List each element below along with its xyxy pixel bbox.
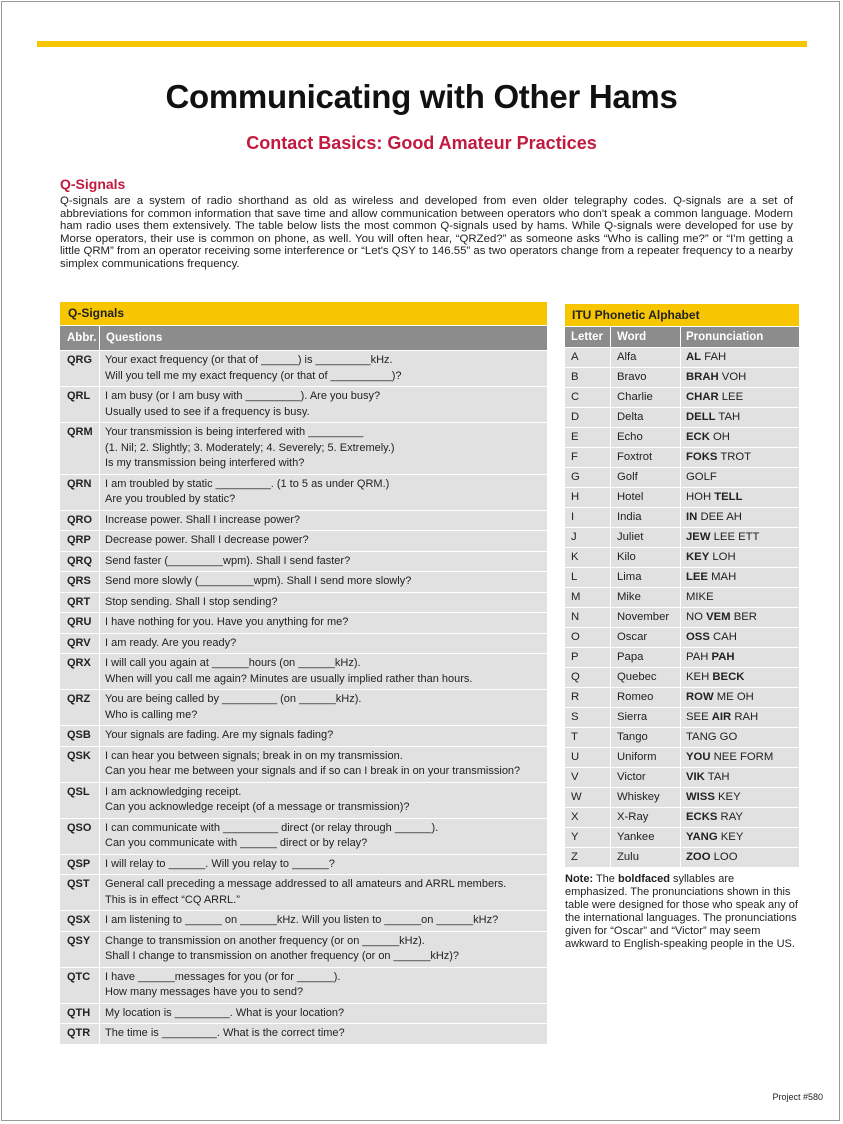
itu-letter: R [571, 691, 580, 703]
q-abbr: QRQ [67, 554, 93, 567]
q-meaning: Your exact frequency (or that of ______) is _________kHz. Will you tell me my exact frequency (or that of __________)? [99, 351, 547, 386]
itu-pronunciation [680, 528, 799, 547]
itu-pronunciation [680, 388, 799, 407]
q-meaning: I am listening to ______ on ______kHz. Will you listen to ______on ______kHz? [99, 911, 547, 931]
pron-stressed: CHAR [686, 391, 719, 403]
note-pre: The [593, 873, 618, 885]
q-meaning: Send faster (_________wpm). Shall I send faster? [99, 552, 547, 572]
itu-word: Juliet [610, 528, 680, 547]
table-row [565, 407, 799, 427]
table-row [60, 967, 547, 1003]
table-row [565, 647, 799, 667]
itu-word: Victor [610, 768, 680, 787]
pron-rest: LEE [718, 391, 744, 403]
pron-stressed: WISS [686, 791, 715, 803]
itu-letter: H [571, 491, 580, 503]
q-abbr: QRX [67, 657, 91, 669]
itu-word: Tango [610, 728, 680, 747]
itu-letter: V [571, 771, 579, 783]
table-row [60, 510, 547, 531]
itu-letter: E [571, 431, 579, 443]
q-abbr: QRN [67, 477, 92, 490]
itu-header-word: Word [610, 327, 680, 347]
pron-stressed: LEE [686, 571, 708, 583]
q-abbr: QRO [67, 513, 93, 526]
pron-stressed: VIK [686, 771, 705, 783]
pron-rest: MIKE [686, 591, 714, 603]
pron-rest: RAY [717, 811, 743, 823]
pron-rest: KEY [714, 791, 741, 803]
q-abbr: QTH [67, 1006, 91, 1019]
q-abbr: QTR [67, 1027, 91, 1039]
itu-word: Golf [610, 468, 680, 487]
table-row [565, 767, 799, 787]
pron-stressed: BRAH [686, 371, 719, 383]
pron-rest: VOH [718, 371, 747, 383]
table-row [60, 746, 547, 782]
pron-rest: PAH [686, 651, 712, 663]
itu-word: Hotel [610, 488, 680, 507]
itu-letter: Q [571, 671, 580, 683]
pron-pre: SEE [686, 711, 712, 723]
itu-word: Quebec [610, 668, 680, 687]
q-meaning: Your transmission is being interfered with _________ (1. Nil; 2. Slightly; 3. Moderately; 4. Severely; 5. Extremely.) Is my transmission being interfered with? [99, 423, 547, 474]
table-row [60, 818, 547, 854]
itu-letter: G [571, 471, 580, 483]
q-header-questions: Questions [99, 326, 547, 350]
q-meaning: Your signals are fading. Are my signals fading? [99, 726, 547, 746]
pron-rest: OH [709, 431, 730, 443]
pron-stressed: AL [686, 351, 702, 363]
q-meaning: I am troubled by static _________. (1 to 5 as under QRM.) Are you troubled by static? [99, 475, 547, 510]
pron-stressed: VEM [706, 611, 731, 623]
itu-word: Echo [610, 428, 680, 447]
table-row [60, 1003, 547, 1024]
q-meaning: My location is _________. What is your location? [99, 1004, 547, 1024]
table-row [565, 347, 799, 367]
pron-stressed: AIR [711, 711, 732, 723]
pron-rest: LEE ETT [710, 531, 760, 543]
table-row [565, 427, 799, 447]
q-abbr: QSL [67, 785, 90, 798]
table-row [60, 571, 547, 592]
table-row [60, 854, 547, 875]
itu-pronunciation [680, 808, 799, 827]
q-signals-table [60, 302, 547, 1044]
itu-pronunciation [680, 688, 799, 707]
itu-letter: T [571, 731, 578, 743]
itu-word: India [610, 508, 680, 527]
itu-pronunciation [680, 408, 799, 427]
itu-word: Papa [610, 648, 680, 667]
itu-word: Oscar [610, 628, 680, 647]
itu-word: Kilo [610, 548, 680, 567]
q-abbr: QST [67, 878, 90, 890]
q-meaning: You are being called by _________ (on ______kHz). Who is calling me? [99, 690, 547, 725]
pron-rest: DEE AH [697, 511, 742, 523]
itu-pronunciation [680, 348, 799, 367]
table-row [565, 787, 799, 807]
itu-word: Charlie [610, 388, 680, 407]
table-row [565, 367, 799, 387]
itu-pronunciation [680, 468, 799, 487]
table-row [60, 874, 547, 910]
q-abbr: QRS [67, 575, 91, 587]
table-row [565, 587, 799, 607]
q-header-abbr: Abbr. [67, 332, 97, 344]
itu-letter: N [571, 611, 580, 623]
pron-rest: CAH [709, 631, 737, 643]
q-table-header [60, 326, 547, 350]
table-row [60, 474, 547, 510]
q-meaning: I am ready. Are you ready? [99, 634, 547, 654]
itu-pronunciation [680, 508, 799, 527]
q-meaning: I have nothing for you. Have you anything for me? [99, 613, 547, 633]
itu-word: Yankee [610, 828, 680, 847]
table-row [60, 612, 547, 633]
itu-header-pronunciation: Pronunciation [680, 327, 799, 347]
pron-stressed: ECKS [686, 811, 718, 823]
itu-letter: O [571, 631, 580, 643]
pron-rest: LOH [709, 551, 736, 563]
itu-pronunciation [680, 708, 799, 727]
q-meaning: Increase power. Shall I increase power? [99, 511, 547, 531]
table-row [60, 931, 547, 967]
pron-stressed: TELL [714, 491, 743, 503]
q-abbr: QRM [67, 426, 93, 438]
itu-word: Delta [610, 408, 680, 427]
q-abbr: QRV [67, 636, 91, 649]
table-row [565, 507, 799, 527]
q-abbr: QRG [67, 354, 93, 366]
itu-letter: U [571, 751, 580, 763]
itu-pronunciation [680, 628, 799, 647]
table-row [60, 1023, 547, 1044]
itu-pronunciation [680, 748, 799, 767]
itu-word: Lima [610, 568, 680, 587]
itu-word: Alfa [610, 348, 680, 367]
table-row [565, 747, 799, 767]
itu-letter: L [571, 571, 578, 583]
section-heading: Q-Signals [60, 176, 126, 192]
itu-letter: S [571, 711, 579, 723]
pron-stressed: ZOO [686, 851, 711, 863]
itu-letter: C [571, 391, 580, 403]
itu-letter: X [571, 811, 579, 823]
q-abbr: QSK [67, 749, 91, 762]
q-abbr: QTC [67, 970, 91, 983]
table-row [565, 687, 799, 707]
table-row [565, 827, 799, 847]
table-row [60, 910, 547, 931]
itu-letter: J [571, 531, 577, 543]
q-abbr: QRZ [67, 693, 91, 705]
itu-pronunciation [680, 608, 799, 627]
table-row [60, 592, 547, 613]
pron-stressed: OSS [686, 631, 710, 643]
itu-header-letter: Letter [571, 331, 603, 343]
itu-pronunciation [680, 668, 799, 687]
q-meaning: I am acknowledging receipt. Can you acknowledge receipt (of a message or transmission)? [99, 783, 547, 818]
table-row [565, 547, 799, 567]
q-abbr: QSO [67, 821, 92, 834]
pron-post: RAH [731, 711, 759, 723]
q-meaning: Send more slowly (_________wpm). Shall I send more slowly? [99, 572, 547, 592]
itu-pronunciation [680, 648, 799, 667]
pron-rest: TANG GO [686, 731, 738, 743]
note-label: Note: [565, 873, 594, 885]
itu-letter: Z [571, 851, 578, 863]
pron-stressed: BECK [712, 671, 745, 683]
itu-pronunciation [680, 548, 799, 567]
itu-pronunciation [680, 448, 799, 467]
table-row [60, 551, 547, 572]
itu-table-body [565, 347, 799, 867]
itu-letter: W [571, 791, 582, 803]
pron-stressed: YOU [686, 751, 711, 763]
itu-word: Bravo [610, 368, 680, 387]
page-subtitle: Contact Basics: Good Amateur Practices [246, 133, 597, 153]
table-row [60, 653, 547, 689]
q-meaning: General call preceding a message addressed to all amateurs and ARRL members. This is in effect “CQ ARRL.” [99, 875, 547, 910]
pron-stressed: KEY [686, 551, 710, 563]
itu-note [565, 873, 799, 951]
table-row [565, 447, 799, 467]
note-bold-word: boldfaced [617, 873, 670, 885]
pron-stressed: ECK [686, 431, 710, 443]
q-table-title: Q-Signals [60, 302, 547, 326]
table-row [565, 527, 799, 547]
itu-table-header [565, 327, 799, 347]
itu-letter: B [571, 371, 579, 383]
q-meaning: Decrease power. Shall I decrease power? [99, 531, 547, 551]
table-row [60, 530, 547, 551]
pron-rest: FAH [701, 351, 727, 363]
itu-table-title: ITU Phonetic Alphabet [565, 304, 799, 327]
itu-letter: P [571, 651, 579, 663]
table-row [60, 386, 547, 422]
pron-stressed: FOKS [686, 451, 718, 463]
itu-letter: I [571, 511, 575, 523]
q-meaning: The time is _________. What is the correct time? [99, 1024, 547, 1044]
table-row [60, 422, 547, 474]
table-row [60, 350, 547, 386]
q-table-body [60, 350, 547, 1044]
q-abbr: QRU [67, 616, 92, 628]
table-row [565, 707, 799, 727]
pron-rest: MAH [707, 571, 737, 583]
top-accent-bar [37, 41, 807, 47]
itu-word: Sierra [610, 708, 680, 727]
pron-rest: ME OH [713, 691, 754, 703]
q-abbr: QRL [67, 390, 91, 402]
q-meaning: I can communicate with _________ direct (or relay through ______). Can you communicate with ______ direct or by relay? [99, 819, 547, 854]
q-meaning: I have ______messages for you (or for ______). How many messages have you to send? [99, 968, 547, 1003]
q-meaning: Stop sending. Shall I stop sending? [99, 593, 547, 613]
itu-pronunciation [680, 568, 799, 587]
table-row [565, 567, 799, 587]
table-row [565, 387, 799, 407]
note-post: syllables are emphasized. The pronunciations shown in this table were designed for those who speak any of the international languages. The pronunciations given for “Oscar” and “Victor” may seem awkward to English-speaking people in the US. [565, 873, 798, 950]
q-meaning: I am busy (or I am busy with _________). Are you busy? Usually used to see if a frequency is busy. [99, 387, 547, 422]
itu-letter: M [571, 591, 581, 603]
q-meaning: Change to transmission on another frequency (or on ______kHz). Shall I change to transmission on another frequency (or on ______kHz)? [99, 932, 547, 967]
pron-rest: GOLF [686, 471, 717, 483]
pron-post: BER [730, 611, 757, 623]
q-abbr: QRP [67, 534, 91, 546]
itu-pronunciation [680, 768, 799, 787]
itu-pronunciation [680, 848, 799, 867]
table-row [565, 607, 799, 627]
itu-word: Foxtrot [610, 448, 680, 467]
pron-rest: TAH [704, 771, 730, 783]
q-abbr: QRT [67, 595, 91, 608]
itu-letter: D [571, 411, 580, 423]
itu-pronunciation [680, 488, 799, 507]
table-row [565, 847, 799, 867]
itu-word: Uniform [610, 748, 680, 767]
pron-rest: KEH [686, 671, 713, 683]
pron-stressed: YANG [686, 831, 718, 843]
page-title: Communicating with Other Hams [165, 78, 678, 115]
itu-word: Zulu [610, 848, 680, 867]
pron-stressed: ROW [686, 691, 714, 703]
pron-rest: KEY [717, 831, 744, 843]
itu-pronunciation [680, 788, 799, 807]
pron-rest: LOO [710, 851, 738, 863]
itu-word: Mike [610, 588, 680, 607]
itu-letter: F [571, 451, 578, 463]
itu-pronunciation [680, 588, 799, 607]
q-meaning: I can hear you between signals; break in on my transmission. Can you hear me between your signals and if so can I break in on your transmission? [99, 747, 547, 782]
table-row [565, 487, 799, 507]
itu-word: Romeo [610, 688, 680, 707]
pron-stressed: PAH [711, 651, 735, 663]
intro-paragraph: Q-signals are a system of radio shorthand as old as wireless and developed from even older telegraphy codes. Q-signals are a set of abbreviations for common information that save time and allow communication between operators who don't speak a common language. Modern ham radio uses them extensively. The table below lists the most common Q-signals used by hams. While Q-signals were developed for use by Morse operators, their use is common on phone, as well. You will often hear, “QRZed?” as someone asks “Who is calling me?” or “I'm getting a little QRM” from an operator receiving some interference or “Let's QSY to 146.55” as two operators change from a repeater frequency to a nearby simplex communications frequency. [60, 195, 793, 270]
itu-letter: Y [571, 831, 579, 843]
table-row [565, 807, 799, 827]
itu-pronunciation [680, 728, 799, 747]
table-row [60, 782, 547, 818]
itu-pronunciation [680, 428, 799, 447]
table-row [60, 633, 547, 654]
q-meaning: I will call you again at ______hours (on ______kHz). When will you call me again? Minutes are usually implied rather than hours. [99, 654, 547, 689]
pron-stressed: DELL [686, 411, 716, 423]
pron-rest: HOH [686, 491, 715, 503]
itu-letter: A [571, 351, 579, 363]
q-abbr: QSB [67, 729, 91, 741]
itu-word: November [610, 608, 680, 627]
itu-word: Whiskey [610, 788, 680, 807]
itu-letter: K [571, 551, 579, 563]
itu-phonetic-table [565, 304, 799, 867]
itu-pronunciation [680, 828, 799, 847]
table-row [565, 627, 799, 647]
table-row [60, 689, 547, 725]
q-abbr: QSY [67, 934, 91, 947]
itu-word: X-Ray [610, 808, 680, 827]
project-number: Project #580 [772, 1092, 823, 1102]
table-row [565, 727, 799, 747]
q-meaning: I will relay to ______. Will you relay to ______? [99, 855, 547, 875]
q-abbr: QSP [67, 857, 91, 870]
itu-pronunciation [680, 368, 799, 387]
table-row [565, 467, 799, 487]
pron-rest: TROT [717, 451, 752, 463]
pron-stressed: IN [686, 511, 698, 523]
table-row [60, 725, 547, 746]
pron-pre: NO [686, 611, 707, 623]
pron-stressed: JEW [686, 531, 711, 543]
pron-rest: TAH [715, 411, 741, 423]
pron-rest: NEE FORM [710, 751, 774, 763]
q-abbr: QSX [67, 914, 91, 926]
table-row [565, 667, 799, 687]
